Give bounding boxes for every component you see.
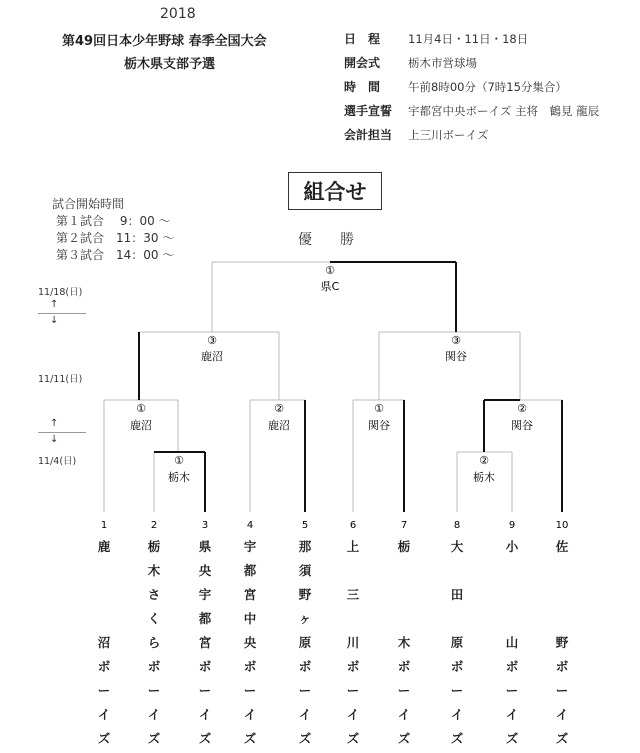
- quarter-1-number: ①: [136, 402, 146, 415]
- round1-left-venue: 栃木: [168, 471, 190, 484]
- info-value-oath: 宇都宮中央ボーイズ 主将 鶴見 龍辰: [408, 104, 600, 118]
- team-name-1: 鹿 沼 ボ ー イ ズ: [97, 539, 111, 746]
- team-name-6: 上 三 川 ボ ー イ ズ: [346, 539, 360, 746]
- quarter-4-venue: 関谷: [511, 419, 533, 432]
- semifinal-right-venue: 関谷: [445, 350, 467, 363]
- quarter-3-number: ①: [374, 402, 384, 415]
- start-time-game-2: 第２試合 11：30 ～: [56, 231, 175, 245]
- team-name-3: 県 央 宇 都 宮 ボ ー イ ズ: [198, 539, 212, 746]
- date-separator: [38, 313, 86, 314]
- semifinal-left-number: ③: [207, 334, 217, 347]
- date-first-round: 11/4(日): [38, 456, 77, 467]
- info-value-schedule: 11月4日・11日・18日: [408, 32, 529, 46]
- semifinal-right-number: ③: [451, 334, 461, 347]
- semifinal-left-venue: 鹿沼: [201, 350, 223, 363]
- quarter-2-number: ②: [274, 402, 284, 415]
- team-name-9: 小 山 ボ ー イ ズ: [505, 539, 519, 746]
- up-arrow-icon: ↑: [50, 418, 59, 429]
- seed-2: 2: [150, 520, 158, 531]
- seed-6: 6: [349, 520, 357, 531]
- seed-8: 8: [453, 520, 461, 531]
- info-label-time: 時 間: [344, 80, 381, 94]
- start-times-heading: 試合開始時間: [52, 197, 125, 211]
- down-arrow-icon: ↓: [50, 434, 59, 445]
- quarter-1-venue: 鹿沼: [130, 419, 152, 432]
- final-venue: 県C: [320, 280, 340, 293]
- team-name-5: 那 須 野 ヶ 原 ボ ー イ ズ: [298, 539, 312, 746]
- quarter-3-venue: 関谷: [368, 419, 390, 432]
- team-name-2: 栃 木 さ く ら ボ ー イ ズ: [147, 539, 161, 746]
- champion-label: 優勝: [298, 232, 382, 248]
- seed-3: 3: [201, 520, 209, 531]
- seed-10: 10: [555, 520, 569, 531]
- start-time-game-1: 第１試合 9：00 ～: [56, 214, 171, 228]
- tournament-title: 第49回日本少年野球 春季全国大会: [62, 34, 267, 49]
- seed-7: 7: [400, 520, 408, 531]
- seed-5: 5: [301, 520, 309, 531]
- seed-9: 9: [508, 520, 516, 531]
- team-name-10: 佐 野 ボ ー イ ズ: [555, 539, 569, 746]
- seed-1: 1: [100, 520, 108, 531]
- info-value-time: 午前8時00分（7時15分集合）: [408, 80, 567, 94]
- start-time-game-3: 第３試合 14：00 ～: [56, 248, 175, 262]
- round1-right-venue: 栃木: [473, 471, 495, 484]
- round1-right-number: ②: [479, 454, 489, 467]
- round1-left-number: ①: [174, 454, 184, 467]
- quarter-2-venue: 鹿沼: [268, 419, 290, 432]
- info-label-treasurer: 会計担当: [344, 128, 393, 142]
- team-name-4: 宇 都 宮 中 央 ボ ー イ ズ: [243, 539, 257, 746]
- team-name-7: 栃 木 ボ ー イ ズ: [397, 539, 411, 746]
- year-label: 2018: [160, 6, 196, 22]
- info-value-treasurer: 上三川ボーイズ: [408, 128, 489, 142]
- seed-4: 4: [246, 520, 254, 531]
- info-label-oath: 選手宣誓: [344, 104, 393, 118]
- info-label-ceremony: 開会式: [344, 56, 381, 70]
- date-semifinal: 11/11(日): [38, 374, 83, 385]
- team-name-8: 大 田 原 ボ ー イ ズ: [450, 539, 464, 746]
- up-arrow-icon: ↑: [50, 299, 59, 310]
- info-label-schedule: 日 程: [344, 32, 381, 46]
- bracket-title: 組合せ: [288, 172, 382, 210]
- quarter-4-number: ②: [517, 402, 527, 415]
- final-game-number: ①: [325, 264, 335, 277]
- date-final: 11/18(日): [38, 287, 83, 298]
- tournament-subtitle: 栃木県支部予選: [124, 57, 216, 72]
- down-arrow-icon: ↓: [50, 315, 59, 326]
- date-separator: [38, 432, 86, 433]
- info-value-ceremony: 栃木市営球場: [408, 56, 477, 70]
